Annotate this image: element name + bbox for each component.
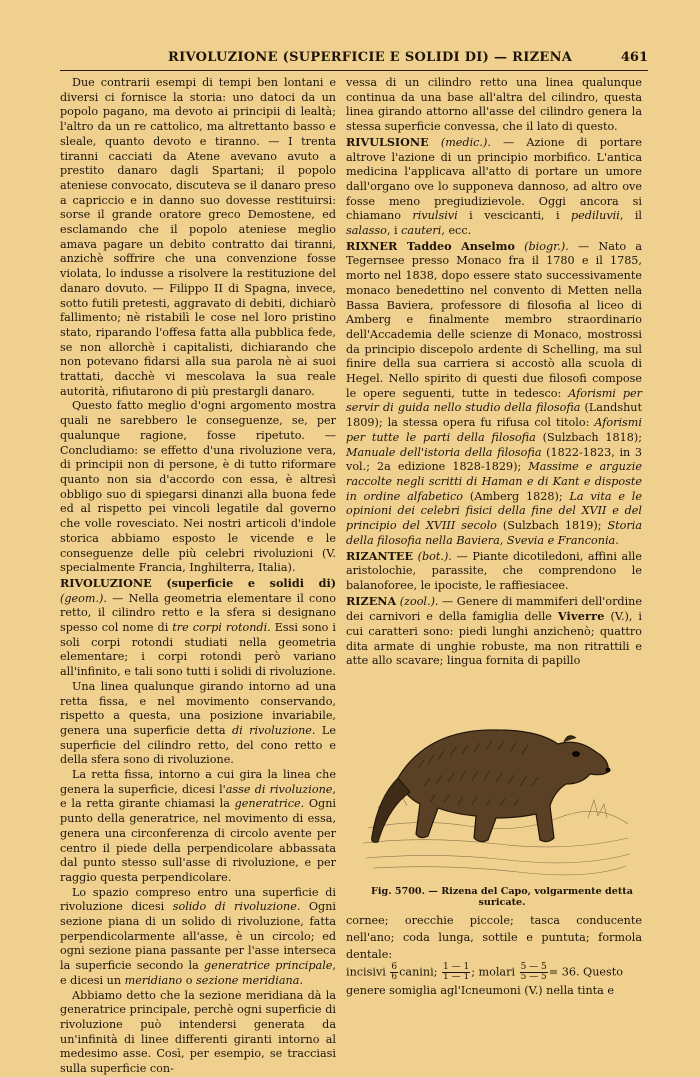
entry-rivoluzione-superficie: RIVOLUZIONE (superficie e solidi di) (geom.). — Nella geometria elementare il cono retto, il cilindro retto e la sfera si designano spesso col nome di tre corpi rotondi. Essi sono i soli corpi rotondi studiati nella geometria elementare; i corpi rotondi però variano all'infinito, e tali sono tutti i solidi di rivoluzione. bbox=[60, 575, 336, 679]
entry-headword: RIZANTEE bbox=[346, 548, 413, 563]
fraction: $\frac{5 — 5}{5 — 5}$ bbox=[520, 962, 547, 982]
dental-formula: incisivi $\frac{6}{6}$ canini; $\frac{1 — 1}{1 — 1}$ ; molari $\frac{5 — 5}{5 — 5}$ = 36. Questo bbox=[346, 962, 624, 982]
entry-rivulsione: RIVULSIONE (medic.). — Azione di portare altrove l'azione di un principio morbifico. L'antica medicina l'applicava all'atto di portare un umore dall'organo ove lo supponeva dannoso, ad altro ove fosse meno pregiudizievole. Oggi ancora si chiamano rivulsivi i vescicanti, i pediluvii, il salasso, i cauteri, ecc. bbox=[346, 134, 642, 238]
paragraph: La retta fissa, intorno a cui gira la linea che genera la superficie, dicesi l'asse di rivoluzione, e la retta girante chiamasi la generatrice. Ogni punto della generatrice, nel movimento di essa, genera una circonferenza di circolo avente per centro il piede della perpendicolare abbassata dal punto stesso sull'asse di rivoluzione, e per raggio questa perpendicolare. bbox=[60, 768, 336, 884]
fraction: $\frac{6}{6}$ bbox=[391, 962, 398, 982]
paragraph: Due contrarii esempi di tempi ben lontani e diversi ci fornisce la storia: uno datoci da un popolo pagano, ma devoto ai principii di lealtà; l'altro da un re cattolico, ma altrettanto basso e sleale, quanto devoto e tiranno. — I trenta tiranni cacciati da Atene avevano avuto a prestito danaro dagli Spartani; il popolo ateniese convocato, discuteva se il danaro preso a capriccio e in danno suo dovesse restituirsi: sorse il grande oratore greco Demostene, ed esclamando che il popolo ateniese meglio amava pagare un debito contratto dai tiranni, anzichè soffrire che una convenzione fosse violata, lo indusse a risolvere la restituzione del danaro dovuto. — Filippo II di Spagna, invece, sotto futili pretesti, aggravato di debiti, dichiarò fallimento; nè ristabilì le cose nel loro pristino stato, riparando l'offesa fatta alla pubblica fede, se non allorchè i capitalisti, dichiarando che non potevano fidarsi alla sua parola nè ai suoi trattati, dacchè vi mescolava la sua reale autorità, rifiutarono di più prestargli danaro. bbox=[60, 76, 336, 398]
figure-caption: Fig. 5700. — Rizena del Capo, volgarmente detta suricate. bbox=[371, 886, 633, 908]
paragraph: Lo spazio compreso entro una superficie di rivoluzione dicesi solido di rivoluzione. Ogni sezione piana di un solido di rivoluzione, fatta perpendicolarmente all'asse, è un circolo; ed ogni sezione piana passante per l'asse interseca la superficie secondo la generatrice principale, e dicesi un meridiano o sezione meridiana. bbox=[60, 885, 337, 987]
entry-headword: RIZENA bbox=[346, 593, 397, 608]
paragraph: Questo fatto meglio d'ogni argomento mostra quali ne sarebbero le conseguenze, se, per qualunque ragione, fosse ripetuto. — Concludiamo: se effetto d'una rivoluzione vera, di principii non di persone, è di tutto riformare quanto non sia d'accordo con essa, è altresì obbligo suo di spiegarsi dinanzi alla buona fede ed al rispetto pei vincoli legatile dal governo che volle rovesciato. Nei nostri articoli d'indole storica abbiamo esposto le vicende e le conseguenze delle più celebri rivoluzioni (V. specialmente Francia, Inghilterra, Italia). bbox=[60, 399, 336, 575]
meerkat-engraving bbox=[358, 668, 634, 880]
entry-tag: (biogr.). bbox=[524, 239, 569, 253]
page-number: 461 bbox=[620, 50, 648, 65]
entry-rixner: RIXNER Taddeo Anselmo (biogr.). — Nato a Tegernsee presso Monaco fra il 1780 e il 1785, morto nel 1838, dopo essere stato successivamente monaco benedettino nel convento di Metten nella Bassa Baviera, professore di filosofia al liceo di Amberg e finalmente membro straordinario dell'Accademia delle scienze di Monaco, mostrossi da principio discepolo ardente di Schelling, ma sul finire della sua carriera si accostò alla scuola di Hegel. Nello spirito di questi due filosofi compose le opere seguenti, tutte in tedesco: Aforismi per servir di guida nello studio della filosofia (Landshut 1809); la stessa opera fu rifusa col titolo: Aforismi per tutte le parti della filosofia (Sulzbach 1818); Manuale dell'istoria della filosofia (1822-1823, in 3 vol.; 2a edizione 1828-1829); Massime e arguzie raccolte negli scritti di Haman e di Kant e disposte in ordine alfabetico (Amberg 1828); La vita e le opinioni dei celebri fisici della fine del XVII e del principio del XVIII secolo (Sulzbach 1819); Storia della filosofia nella Baviera, Svevia e Franconia. bbox=[346, 238, 643, 547]
entry-headword: RIVULSIONE bbox=[346, 134, 429, 149]
paragraph: Una linea qualunque girando intorno ad una retta fissa, e nel movimento conservando, rispetto a questa, una posizione invariabile, genera una superficie detta di rivoluzione. Le superficie del cilindro retto, del cono retto e della sfera sono di rivoluzione. bbox=[60, 679, 336, 767]
entry-rizena: RIZENA (zool.). — Genere di mammiferi dell'ordine dei carnivori e della famiglia delle Viverre (V.), i cui caratteri sono: piedi lunghi anzichenò; quattro dita armate di unghie robuste, ma non ritrattili e atte allo scavare; lingua fornita di papillo bbox=[346, 593, 642, 668]
left-column bbox=[60, 76, 336, 1077]
entry-tag: (geom.). bbox=[60, 591, 107, 605]
meerkat-illustration bbox=[358, 668, 634, 880]
running-header bbox=[60, 48, 648, 71]
right-column bbox=[346, 76, 642, 669]
paragraph: Abbiamo detto che la sezione meridiana dà la generatrice principale, perchè ogni superficie di rivoluzione può intendersi generata da un'infinità di linee differenti giranti intorno al medesimo asse. Così, per esempio, se tracciasi sulla superficie con- bbox=[60, 988, 336, 1076]
entry-tag: (bot.). bbox=[417, 549, 452, 563]
entry-tag: (zool.). bbox=[399, 594, 439, 608]
fraction: $\frac{1 — 1}{1 — 1}$ bbox=[443, 962, 470, 982]
entry-rizantee: RIZANTEE (bot.). — Piante dicotiledoni, affini alle aristolochie, parassite, che comprendono le balanoforee, le ipociste, le raffiesiacee. bbox=[346, 548, 642, 592]
entry-headword: RIXNER Taddeo Anselmo bbox=[346, 238, 515, 253]
paragraph: vessa di un cilindro retto una linea qualunque continua da una base all'altra del cilindro, questa linea girando attorno all'asse del cilindro genera la stessa superficie convessa, che il lato di questo. bbox=[346, 76, 642, 134]
entry-tag: (medic.). bbox=[440, 135, 491, 149]
text-line: cornee; orecchie piccole; tasca conducente nell'ano; coda lunga, sottile e puntuta; formola dentale: bbox=[346, 914, 642, 961]
right-column-continued bbox=[346, 912, 642, 999]
header-title: RIVOLUZIONE (SUPERFICIE E SOLIDI DI) — RIZENA bbox=[168, 50, 573, 65]
entry-headword: RIVOLUZIONE (superficie e solidi di) bbox=[60, 575, 336, 590]
text-line: genere somiglia agl'Icneumoni (V.) nella tinta e bbox=[346, 984, 615, 997]
